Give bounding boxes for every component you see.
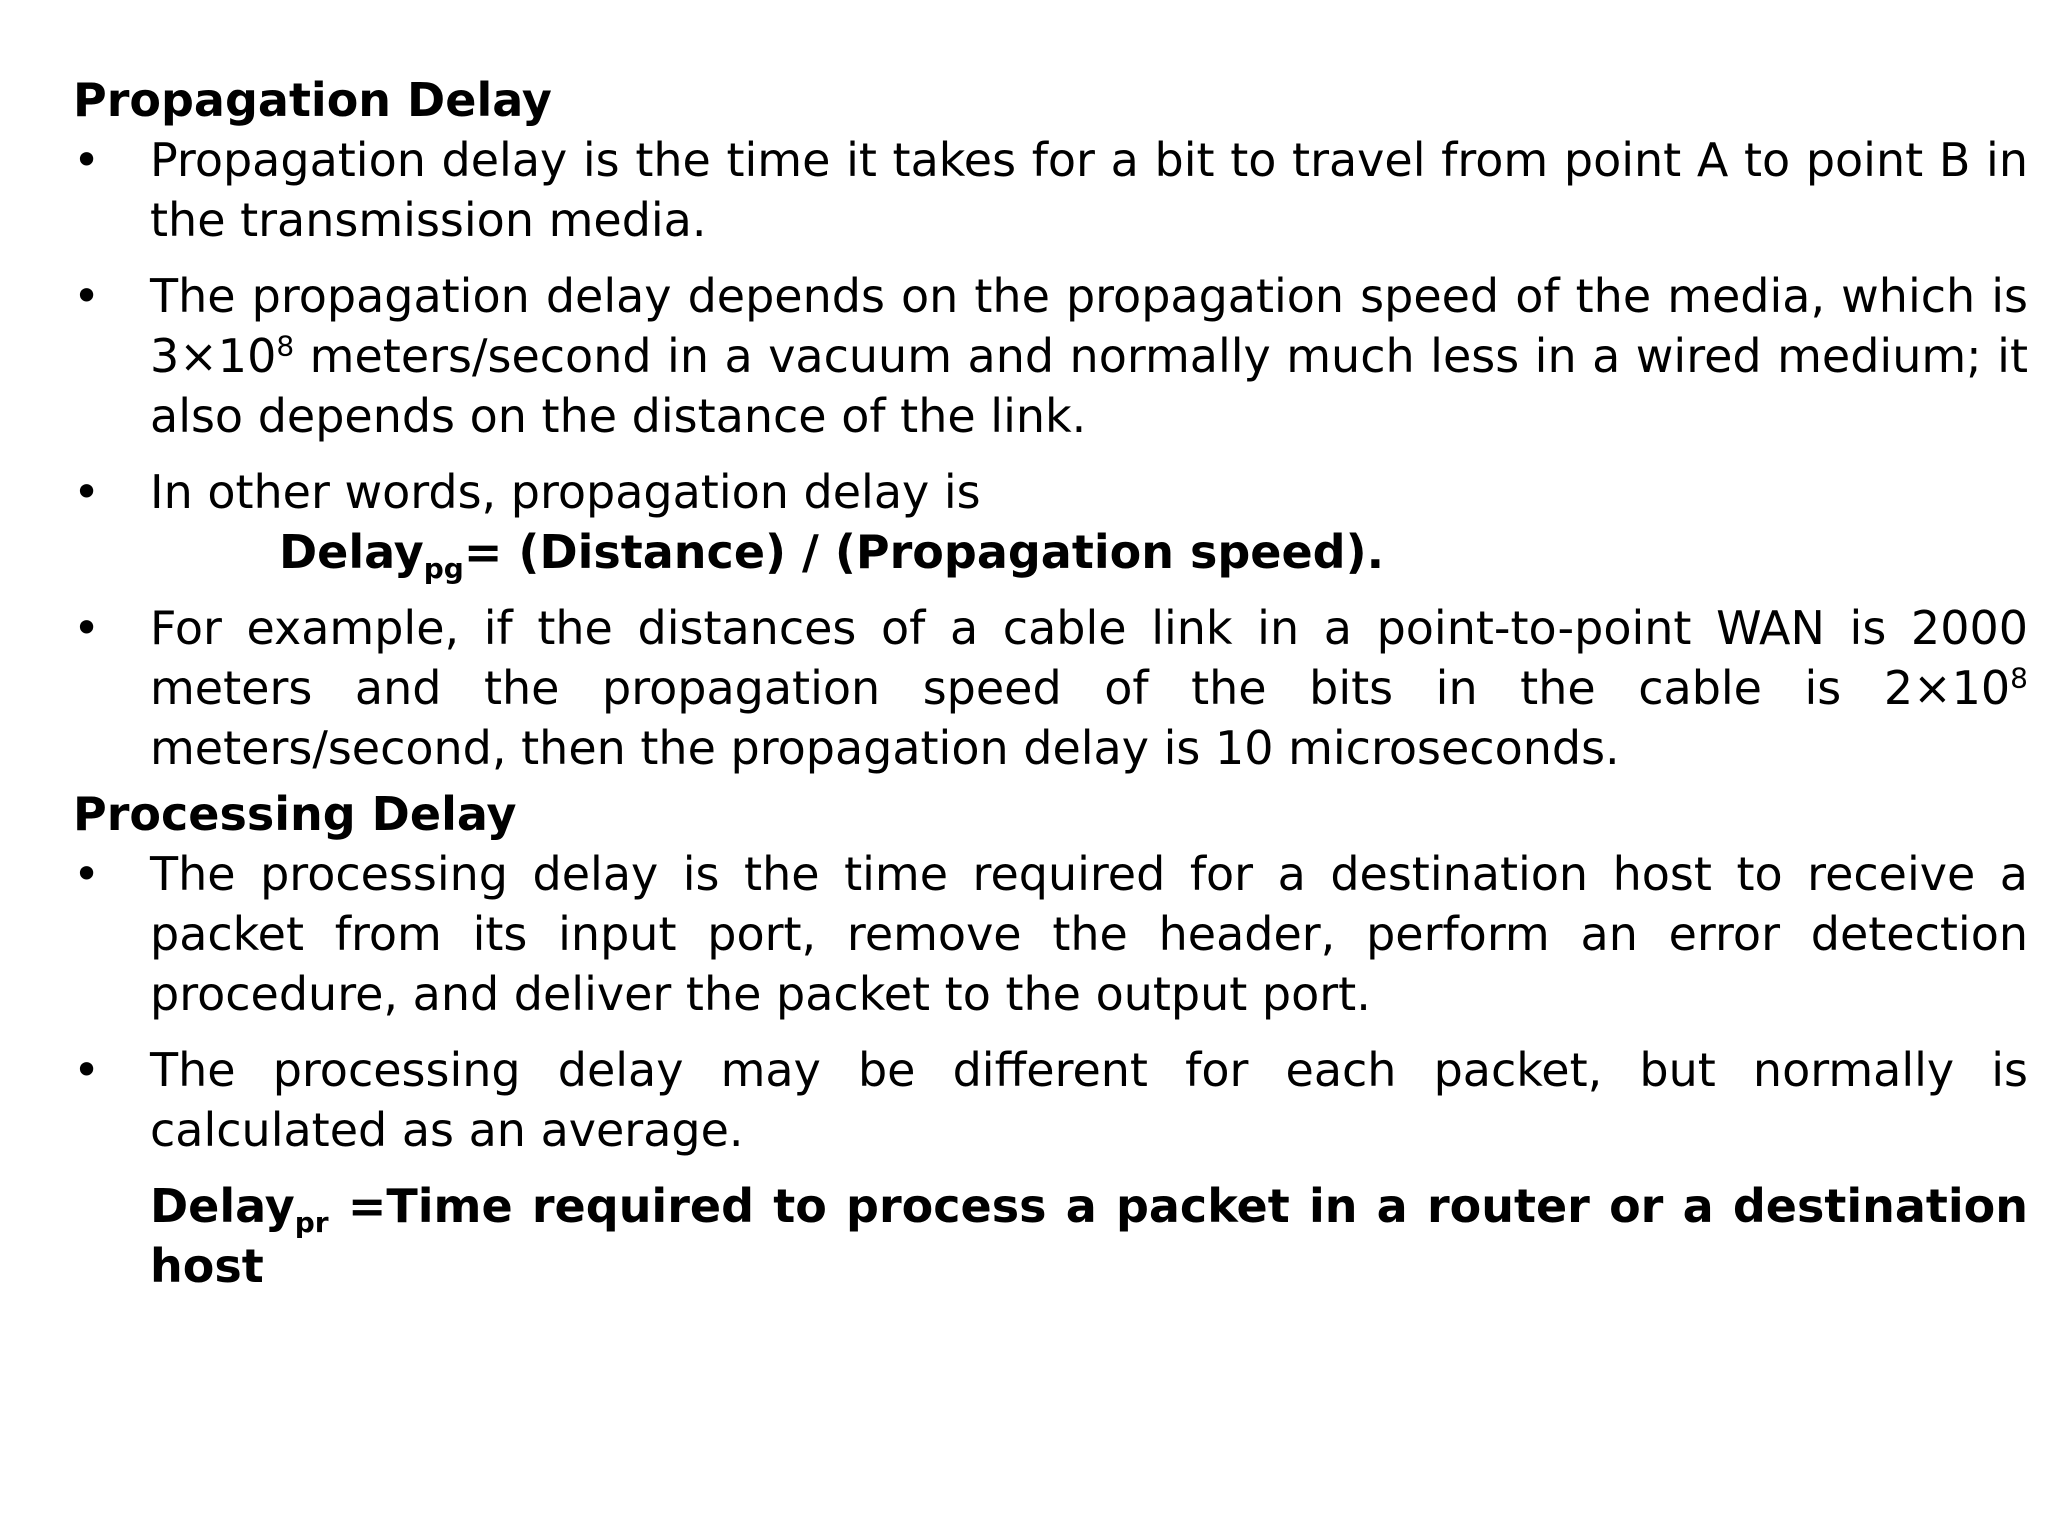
exponent: 8 [276,329,295,363]
exponent: 8 [2010,661,2028,695]
bullet-dot: • [73,601,101,655]
bullet-text: Propagation delay is the time it takes for a bit to travel from point A to point B in the transmission media. [150,133,2028,247]
bullet-dot: • [73,847,101,901]
formula-rest: = (Distance) / (Propagation speed). [463,525,1385,579]
propagation-bullet-3 [73,462,2028,522]
bullet-text-post: meters/second, then the propagation delay is 10 microseconds. [150,721,1620,775]
bullet-text-pre: The propagation delay depends on the propagation speed of the media, which is 3×10 [150,269,2028,383]
formula-subscript: pr [294,1206,329,1240]
bullet-text: The processing delay may be different for each packet, but normally is calculated as an average. [150,1043,2028,1157]
formula-rest: =Time required to process a packet in a router or a destination host [150,1179,2028,1293]
processing-delay-heading: Processing Delay [73,787,517,841]
bullet-dot: • [73,465,101,519]
bullet-dot: • [73,133,101,187]
propagation-delay-formula [73,522,2028,586]
formula-main: Delay [150,1179,295,1233]
propagation-bullet-1 [73,130,2028,250]
bullet-dot: • [73,1043,101,1097]
formula-subscript: pg [423,552,464,586]
bullet-text: The processing delay is the time required for a destination host to receive a packet from its input port, remove the header, perform an error detection procedure, and deliver the packet to the output port. [150,847,2028,1021]
propagation-bullet-2 [73,266,2028,446]
bullet-text-post: meters/second in a vacuum and normally much less in a wired medium; it also depends on the distance of the link. [150,329,2028,443]
bullet-text-pre: For example, if the distances of a cable link in a point-to-point WAN is 2000 meters and the propagation speed of the bits in the cable is 2×10 [150,601,2028,715]
processing-bullet-1 [73,844,2028,1024]
bullet-text: In other words, propagation delay is [150,465,981,519]
processing-bullet-2 [73,1040,2028,1160]
processing-delay-formula [73,1176,2028,1296]
propagation-delay-heading: Propagation Delay [73,73,552,127]
formula-main: Delay [279,525,424,579]
bullet-dot: • [73,269,101,323]
propagation-bullet-4 [73,598,2028,778]
